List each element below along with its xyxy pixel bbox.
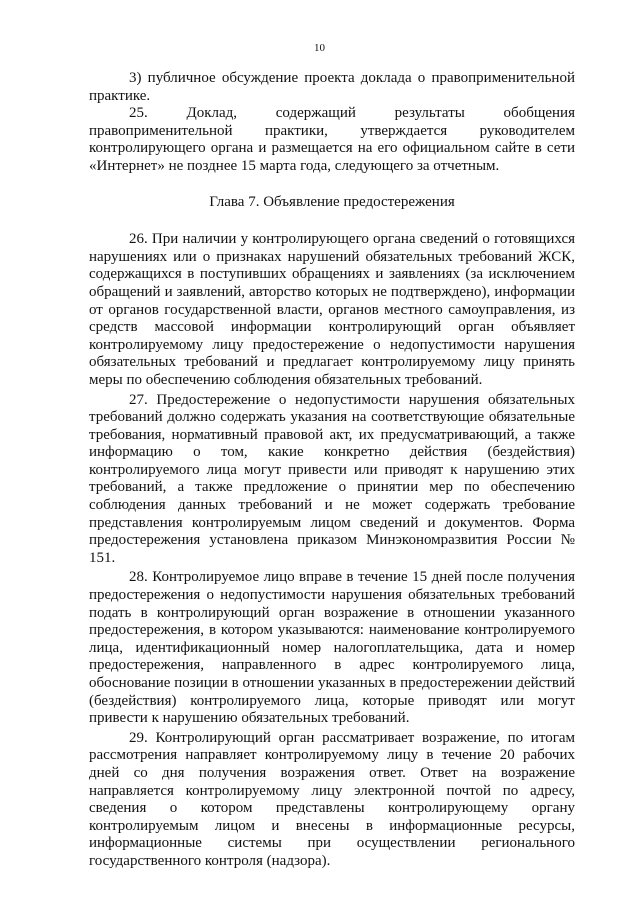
paragraph-27: 27. Предостережение о недопустимости нарушения обязательных требований должно содержать указания на соответствующие обязательные требования, нормативный правовой акт, их предусматривающий, а также информацию о том, какие конкретно действия (бездействия) контролируемого лица могут привести или приводят к нарушению этих требований, а также предложение о принятии мер по обеспечению соблюдения данных требований и не может содержать требование представления контролируемым лицом сведений и документов. Форма предостережения установлена приказом Минэкономразвития России № 151. [89,391,575,566]
paragraph-25: 25. Доклад, содержащий результаты обобщения правоприменительной практики, утверждается руководителем контролирующего органа и размещается на его официальном сайте в сети «Интернет» не позднее 15 марта года, следующего за отчетным. [89,105,575,174]
paragraph-item-3: 3) публичное обсуждение проекта доклада о правоприменительной практике. [89,70,575,104]
document-body [89,70,575,871]
paragraph-29: 29. Контролирующий орган рассматривает возражение, по итогам рассмотрения направляет контролируемому лицу в течение 20 рабочих дней со дня получения возражения ответ. Ответ на возражение направляется контролируемому лицу электронной почтой по адресу, сведения о котором представлены контролирующему органу контролируемым лицом и внесены в информационные ресурсы, информационные системы при осуществлении регионального государственного контроля (надзора). [89,729,575,869]
chapter-title: Глава 7. Объявление предостережения [209,193,455,210]
page-number: 10 [314,42,325,54]
paragraph-26: 26. При наличии у контролирующего органа сведений о готовящихся нарушениях или о признаках нарушений обязательных требований ЖСК, содержащихся в поступивших обращениях и заявлениях (за исключением обращений и заявлений, авторство которых не подтверждено), информации от органов государственной власти, органов местного самоуправления, из средств массовой информации контролирующий орган объявляет контролируемому лицу предостережение о недопустимости нарушения обязательных требований и предлагает контролируемому лицу принять меры по обеспечению соблюдения обязательных требований. [89,231,575,388]
paragraph-28: 28. Контролируемое лицо вправе в течение 15 дней после получения предостережения о недопустимости нарушения обязательных требований подать в контролирующий орган возражение в отношении указанного предостережения, в котором указываются: наименование контролируемого лица, идентификационный номер налогоплательщика, дата и номер предостережения, направленного в адрес контролируемого лица, обоснование позиции в отношении указанных в предостережении действий (бездействия) контролируемого лица, которые приводят или могут привести к нарушению обязательных требований. [89,569,575,727]
